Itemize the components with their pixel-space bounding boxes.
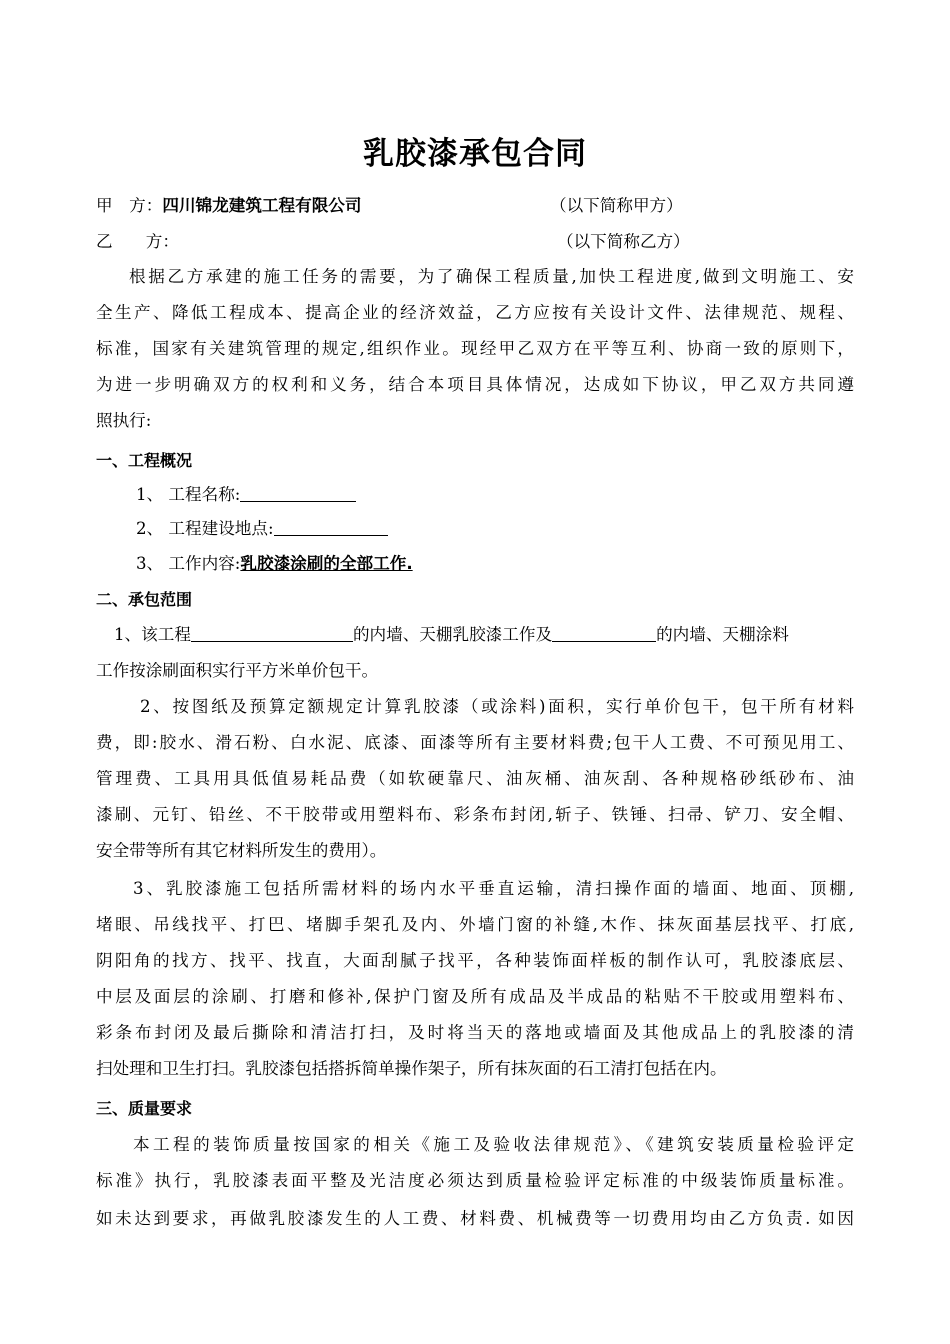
- scope-item-3-line: 彩条布封闭及最后撕除和清洁打扫，及时将当天的落地或墙面及其他成品上的乳胶漆的清: [96, 1023, 854, 1042]
- scope-item-2-line: 管理费、工具用具低值易耗品费（如软硬靠尺、油灰桶、油灰刮、各种规格砂纸砂布、油: [96, 769, 854, 788]
- section-2-heading: 二、承包范围: [96, 590, 193, 609]
- project-name-label: 1、 工程名称:: [136, 485, 241, 504]
- scope-item-3-line: 中层及面层的涂刷、打磨和修补,保护门窗及所有成品及半成品的粘贴不干胶或用塑料布、: [96, 987, 854, 1006]
- preamble-line: 照执行:: [96, 411, 152, 430]
- party-a-label: 甲 方：: [96, 196, 163, 215]
- project-name-blank: [240, 484, 356, 502]
- scope-item-1-text: 的内墙、天棚涂料: [656, 625, 789, 644]
- preamble-line: 全生产、降低工程成本、提高企业的经济效益，乙方应按有关设计文件、法律规范、规程、: [96, 303, 854, 322]
- preamble-line: 根据乙方承建的施工任务的需要，为了确保工程质量,加快工程进度,做到文明施工、安: [129, 267, 854, 286]
- scope-blank-2: [552, 624, 656, 642]
- party-a-note: （以下简称甲方）: [550, 196, 683, 215]
- preamble-line: 标准，国家有关建筑管理的规定,组织作业。现经甲乙双方在平等互利、协商一致的原则下，: [96, 339, 854, 358]
- scope-item-1-line-2: 工作按涂刷面积实行平方米单价包干。: [96, 661, 379, 680]
- party-a-name: 四川锦龙建筑工程有限公司: [162, 196, 362, 215]
- scope-item-3-line: 3、乳胶漆施工包括所需材料的场内水平垂直运输，清扫操作面的墙面、地面、顶棚,: [133, 879, 854, 898]
- scope-item-2-line: 2、按图纸及预算定额规定计算乳胶漆（或涂料)面积，实行单价包干，包干所有材料: [140, 697, 854, 716]
- project-site-label: 2、 工程建设地点:: [136, 519, 274, 538]
- party-a-line: [96, 194, 362, 218]
- preamble-line: 为进一步明确双方的权利和义务，结合本项目具体情况，达成如下协议，甲乙双方共同遵: [96, 375, 854, 394]
- quality-line: 本工程的装饰质量按国家的相关《施工及验收法律规范》、《建筑安装质量检验评定: [133, 1135, 854, 1154]
- quality-line: 如未达到要求，再做乳胶漆发生的人工费、材料费、机械费等一切费用均由乙方负责. 如因: [96, 1209, 854, 1228]
- scope-item-1-text: 1、该工程: [114, 625, 191, 644]
- project-site-line: [136, 517, 388, 541]
- scope-item-3-line: 堵眼、吊线找平、打巴、堵脚手架孔及内、外墙门窗的补缝,木作、抹灰面基层找平、打底,: [96, 915, 854, 934]
- scope-item-1-line: [114, 623, 789, 647]
- document-title: 乳胶漆承包合同: [363, 136, 587, 172]
- section-3-heading: 三、质量要求: [96, 1099, 193, 1118]
- scope-item-1-text: 的内墙、天棚乳胶漆工作及: [352, 625, 553, 644]
- work-content-line: [136, 552, 413, 576]
- party-b-note: （以下简称乙方）: [557, 232, 690, 251]
- section-1-heading: 一、工程概况: [96, 451, 193, 470]
- scope-blank-1: [191, 624, 353, 642]
- scope-item-3-line: 扫处理和卫生打扫。乳胶漆包括搭拆简单操作架子，所有抹灰面的石工清打包括在内。: [96, 1059, 727, 1078]
- scope-item-2-line: 安全带等所有其它材料所发生的费用）。: [96, 841, 387, 860]
- scope-item-2-line: 费，即:胶水、滑石粉、白水泥、底漆、面漆等所有主要材料费;包干人工费、不可预见用工、: [96, 733, 854, 752]
- scope-item-2-line: 漆刷、元钉、铅丝、不干胶带或用塑料布、彩条布封闭,斩子、铁锤、扫帚、铲刀、安全帽、: [96, 805, 854, 824]
- scope-item-3-line: 阴阳角的找方、找平、找直，大面刮腻子找平，各种装饰面样板的制作认可，乳胶漆底层、: [96, 951, 854, 970]
- party-b-label: 乙 方：: [96, 232, 179, 251]
- project-site-blank: [274, 518, 388, 536]
- project-name-line: [136, 483, 356, 507]
- work-content-label: 3、 工作内容:: [136, 554, 241, 573]
- work-content-value: 乳胶漆涂刷的全部工作.: [240, 554, 413, 573]
- quality-line: 标准》执行，乳胶漆表面平整及光洁度必须达到质量检验评定标准的中级装饰质量标准。: [96, 1171, 854, 1190]
